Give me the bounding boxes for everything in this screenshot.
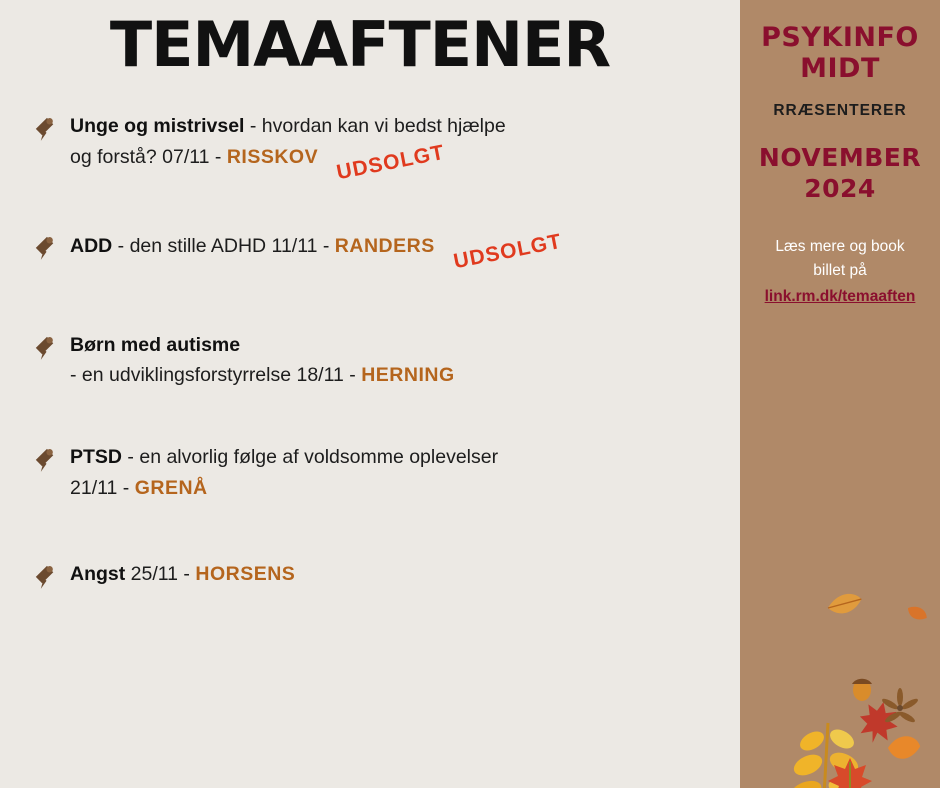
maple-leaf-icon [828,758,872,788]
booking-line-1: Læs mere og book [775,237,905,255]
event-text [70,559,740,589]
star-anise-icon [881,688,920,724]
list-item [26,230,740,276]
presents-label: RRÆSENTERER [773,102,907,120]
brand-line-1: PSYKINFO [761,22,919,53]
booking-line-2: billet på [813,261,867,279]
month-label: NOVEMBER [758,143,922,173]
list-item [26,442,740,502]
status-badge: UDSOLGT [451,229,564,274]
event-subtitle: - den stille ADHD 11/11 - [112,234,335,257]
month-year [740,142,940,205]
list-item [26,330,740,390]
pushpin-icon [30,113,60,143]
event-city: HORSENS [195,562,296,585]
event-text [70,442,740,502]
maple-leaf-icon [854,697,903,748]
compound-leaf-icon [788,723,862,788]
event-subtitle: - hvordan kan vi bedst hjælpe [244,115,506,138]
brand-name [740,22,940,84]
booking-info [740,235,940,309]
event-city: GRENÅ [134,476,208,499]
event-text [70,111,740,185]
pushpin-icon [30,444,60,474]
event-title: Angst [70,562,126,585]
status-badge: UDSOLGT [334,141,447,185]
list-item [26,559,740,605]
autumn-leaves-decoration [740,458,940,788]
acorn-icon [852,679,872,701]
page-title: TEMAAFTENER [109,8,611,81]
list-item [26,111,740,185]
event-text [70,229,740,274]
event-title: Børn med autisme [70,333,241,356]
event-date: og forstå? 07/11 - [70,146,227,169]
leaf-icon [886,734,921,761]
pushpin-icon [30,332,60,362]
leaf-icon [826,588,864,619]
event-subtitle: - en alvorlig følge af voldsomme oplevelser [122,446,499,469]
event-city: HERNING [361,364,455,387]
event-title: ADD [70,234,113,257]
event-subtitle: 25/11 - [125,562,196,585]
pushpin-icon [30,232,60,262]
pushpin-icon [30,561,60,591]
year-label: 2024 [804,174,876,204]
brand-line-2: MIDT [800,53,880,85]
event-subtitle: - en udviklingsforstyrrelse 18/11 - [70,364,362,387]
event-text [70,330,740,390]
sidebar [740,0,940,788]
booking-link[interactable]: link.rm.dk/temaaften [764,287,916,305]
event-title: PTSD [70,446,123,469]
event-city: RISSKOV [226,146,319,169]
leaf-icon [905,604,929,622]
event-list [0,111,740,605]
event-title: Unge og mistrivsel [70,115,245,138]
event-city: RANDERS [334,234,435,257]
event-date: 21/11 - [70,476,135,499]
